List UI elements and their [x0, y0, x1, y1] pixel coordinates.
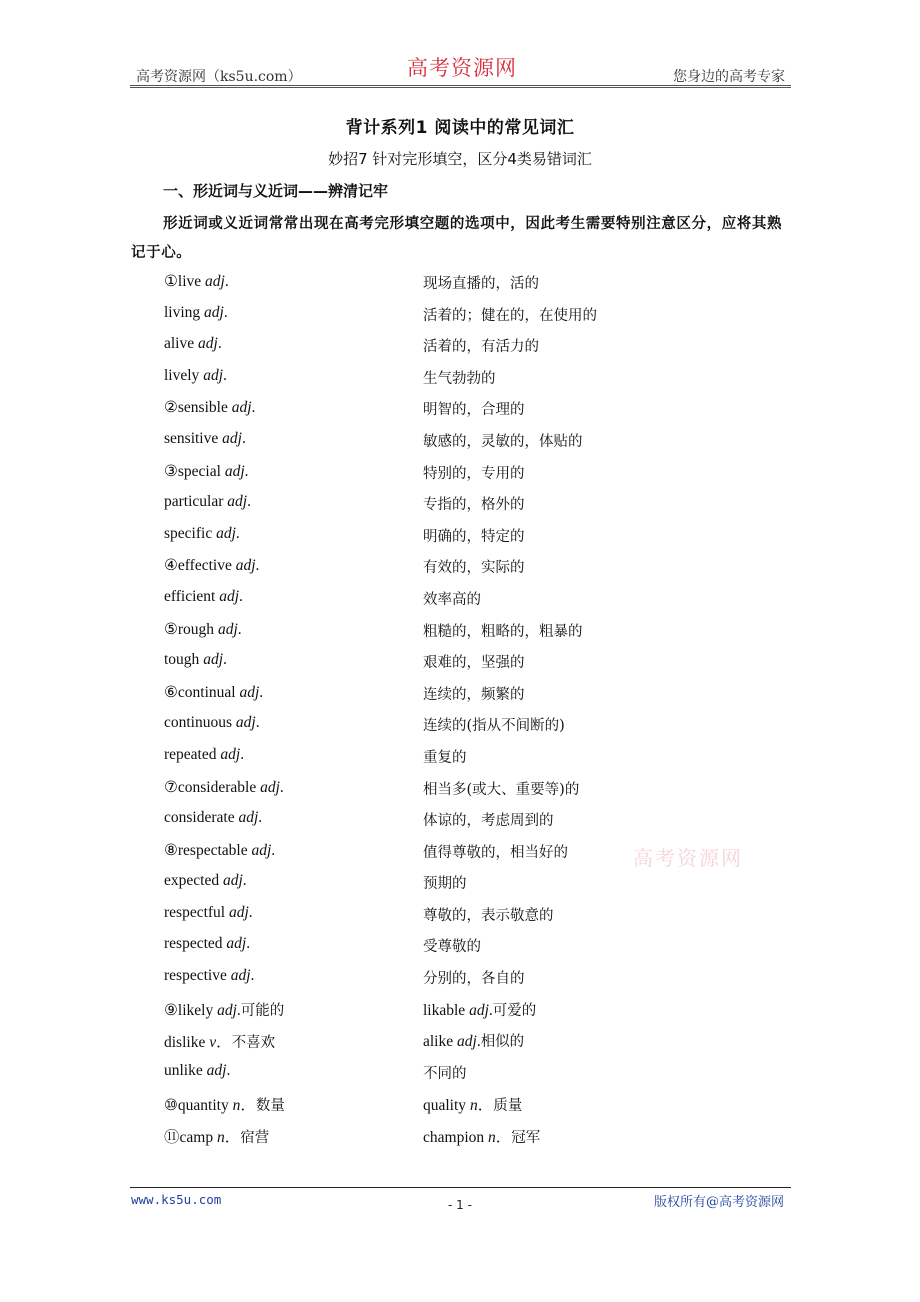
vocab-word: expected — [164, 872, 220, 890]
vocab-row — [164, 1093, 784, 1125]
vocab-left-cell — [164, 809, 262, 827]
chinese-meaning: 质量 — [493, 1098, 523, 1115]
vocab-left-cell — [164, 1093, 285, 1115]
punctuation: . — [279, 778, 284, 796]
footer-copyright-link[interactable]: 版权所有@高考资源网 — [653, 1195, 784, 1210]
part-of-speech: adj — [220, 745, 241, 763]
vocab-left-cell — [164, 462, 249, 481]
vocab-word: ⑥continual — [164, 683, 236, 701]
vocab-word: ②sensible — [164, 399, 228, 417]
punctuation: ． — [224, 1129, 241, 1147]
part-of-speech: adj — [228, 903, 249, 921]
vocab-word: champion — [423, 1129, 485, 1147]
page-header — [130, 58, 791, 88]
vocab-word: lively — [164, 366, 200, 384]
part-of-speech: adj — [239, 683, 260, 701]
punctuation: . — [223, 303, 228, 321]
punctuation: ． — [495, 1129, 512, 1147]
punctuation: ． — [216, 1034, 232, 1052]
punctuation: . — [241, 429, 246, 447]
chinese-meaning: 可爱的 — [492, 1002, 537, 1019]
part-of-speech: adj — [198, 335, 218, 353]
vocab-word: ⑩quantity — [164, 1097, 229, 1115]
vocab-left-cell — [164, 778, 284, 797]
punctuation: . — [250, 967, 255, 985]
vocab-row — [164, 651, 784, 683]
footer-divider — [130, 1187, 791, 1188]
vocab-right-cell — [423, 272, 539, 293]
vocabulary-list — [164, 272, 784, 1161]
part-of-speech: adj — [231, 399, 252, 417]
chinese-meaning: 专指的，格外的 — [423, 497, 525, 514]
punctuation: . — [224, 273, 229, 290]
vocab-word: tough — [164, 651, 200, 669]
punctuation: ． — [240, 1097, 256, 1115]
vocab-row — [164, 335, 784, 367]
part-of-speech: adj — [238, 809, 259, 827]
vocab-row — [164, 746, 784, 778]
vocab-word: ⑪camp — [164, 1129, 214, 1147]
vocab-row — [164, 809, 784, 841]
chinese-meaning: 不喜欢 — [231, 1035, 276, 1052]
vocab-row — [164, 493, 784, 525]
vocab-left-cell — [164, 935, 250, 953]
punctuation: . — [223, 366, 227, 384]
vocab-left-cell — [164, 588, 243, 606]
header-site-name: 高考资源网（ks5u.com） — [136, 69, 302, 85]
vocab-word: continuous — [164, 714, 233, 732]
vocab-right-cell — [423, 841, 568, 862]
punctuation: ． — [477, 1097, 494, 1115]
chinese-meaning: 受尊敬的 — [423, 939, 481, 956]
vocab-left-cell — [164, 304, 228, 322]
vocab-word: ⑨likely — [164, 1001, 214, 1019]
vocab-left-cell — [164, 1125, 269, 1147]
vocab-left-cell — [164, 999, 284, 1020]
vocab-row — [164, 620, 784, 652]
chinese-meaning: 连续的，频繁的 — [423, 686, 525, 703]
vocab-row — [164, 683, 784, 715]
chinese-meaning: 有效的，实际的 — [423, 560, 525, 577]
vocab-word: likable — [423, 1001, 466, 1019]
vocab-right-cell — [423, 430, 583, 451]
vocab-left-cell — [164, 525, 240, 543]
vocab-row — [164, 430, 784, 462]
vocab-right-cell — [423, 967, 525, 988]
part-of-speech: adj — [251, 841, 272, 859]
vocab-right-cell — [423, 1030, 524, 1051]
part-of-speech: adj — [219, 587, 240, 605]
watermark: 高考资源网 — [633, 846, 743, 870]
part-of-speech: n — [232, 1097, 241, 1115]
chinese-meaning: 明智的，合理的 — [423, 402, 525, 419]
chinese-meaning: 相当多(或大、重要等)的 — [423, 781, 580, 798]
punctuation: . — [223, 651, 227, 669]
part-of-speech: adj — [226, 935, 247, 953]
punctuation: . — [476, 1033, 481, 1051]
vocab-right-cell — [423, 462, 525, 483]
chinese-meaning: 相似的 — [480, 1034, 525, 1051]
vocab-word: ⑧respectable — [164, 841, 248, 859]
header-slogan: 您身边的高考专家 — [673, 69, 785, 85]
vocab-word: particular — [164, 493, 224, 511]
part-of-speech: adj — [222, 429, 242, 447]
vocab-right-cell — [423, 398, 525, 419]
vocab-word: respected — [164, 935, 223, 953]
vocab-right-cell — [423, 588, 481, 609]
chinese-meaning: 现场直播的，活的 — [423, 276, 539, 292]
vocab-right-cell — [423, 872, 467, 893]
punctuation: . — [247, 493, 251, 511]
chinese-meaning: 效率高的 — [423, 591, 481, 608]
part-of-speech: adj — [235, 714, 256, 732]
vocab-right-cell — [423, 651, 525, 672]
vocab-row — [164, 367, 784, 399]
vocab-right-cell — [423, 809, 554, 830]
vocab-right-cell — [423, 367, 496, 388]
punctuation: . — [255, 714, 260, 732]
part-of-speech: adj — [217, 620, 238, 638]
chinese-meaning: 敏感的，灵敏的，体贴的 — [423, 433, 583, 450]
part-of-speech: n — [469, 1097, 478, 1115]
vocab-row — [164, 398, 784, 430]
header-divider — [130, 85, 791, 88]
section-heading: 一、形近词与义近词——辨清记牢 — [163, 182, 389, 200]
part-of-speech: adj — [457, 1033, 477, 1051]
vocab-right-cell — [423, 683, 525, 704]
punctuation: . — [242, 872, 247, 890]
vocab-row — [164, 1125, 784, 1161]
vocab-right-cell — [423, 935, 481, 956]
vocab-row — [164, 525, 784, 557]
chinese-meaning: 分别的，各自的 — [423, 971, 525, 988]
vocab-word: living — [164, 303, 201, 321]
part-of-speech: v — [209, 1034, 217, 1052]
vocab-right-cell — [423, 1062, 467, 1083]
punctuation: . — [251, 399, 256, 417]
part-of-speech: adj — [206, 1061, 227, 1079]
punctuation: . — [258, 809, 263, 827]
vocab-left-cell — [164, 904, 253, 922]
vocab-left-cell — [164, 272, 229, 291]
chinese-meaning: 艰难的，坚强的 — [423, 655, 525, 672]
vocab-left-cell — [164, 1062, 230, 1080]
chinese-meaning: 宿营 — [240, 1130, 270, 1147]
chinese-meaning: 活着的，有活力的 — [423, 339, 539, 356]
vocab-right-cell — [423, 304, 597, 325]
punctuation: . — [239, 587, 243, 605]
vocab-right-cell — [423, 999, 536, 1020]
vocab-left-cell — [164, 967, 254, 985]
vocab-right-cell — [423, 556, 525, 577]
vocab-right-cell — [423, 904, 554, 925]
part-of-speech: adj — [204, 303, 224, 321]
vocab-word: dislike — [164, 1034, 206, 1052]
punctuation: . — [246, 935, 251, 953]
punctuation: . — [235, 524, 240, 542]
vocab-row — [164, 999, 784, 1031]
part-of-speech: adj — [227, 493, 248, 511]
vocab-right-cell — [423, 778, 579, 799]
part-of-speech: adj — [205, 273, 225, 290]
vocab-right-cell — [423, 620, 583, 641]
part-of-speech: adj — [224, 462, 245, 480]
punctuation: . — [226, 1061, 231, 1079]
chinese-meaning: 不同的 — [423, 1065, 467, 1082]
vocab-word: respective — [164, 967, 227, 985]
vocab-left-cell — [164, 493, 251, 511]
chinese-meaning: 明确的，特定的 — [423, 528, 525, 545]
punctuation: . — [237, 620, 242, 638]
part-of-speech: n — [488, 1129, 496, 1147]
part-of-speech: adj — [235, 557, 256, 575]
vocab-row — [164, 778, 784, 810]
part-of-speech: adj — [216, 524, 236, 542]
vocab-row — [164, 714, 784, 746]
vocab-left-cell — [164, 746, 244, 764]
vocab-word: ⑤rough — [164, 620, 215, 638]
vocab-row — [164, 556, 784, 588]
vocab-word: alive — [164, 335, 195, 353]
vocab-right-cell — [423, 1125, 540, 1147]
vocab-left-cell — [164, 651, 227, 669]
vocab-row — [164, 304, 784, 336]
vocab-word: alike — [423, 1033, 454, 1051]
punctuation: . — [488, 1001, 493, 1019]
vocab-word: respectful — [164, 903, 226, 921]
vocab-row — [164, 1062, 784, 1094]
vocab-left-cell — [164, 841, 275, 860]
vocab-row — [164, 967, 784, 999]
chinese-meaning: 粗糙的，粗略的，粗暴的 — [423, 623, 583, 640]
vocab-left-cell — [164, 714, 260, 732]
vocab-right-cell — [423, 335, 539, 356]
vocab-left-cell — [164, 430, 246, 448]
chinese-meaning: 特别的，专用的 — [423, 465, 525, 482]
chinese-meaning: 值得尊敬的，相当好的 — [423, 844, 568, 861]
intro-paragraph: 形近词或义近词常常出现在高考完形填空题的选项中，因此考生需要特别注意区分，应将其熟记于心。 — [131, 215, 783, 261]
vocab-left-cell — [164, 1030, 275, 1052]
punctuation: . — [236, 1001, 241, 1019]
vocab-word: ⑦considerable — [164, 778, 257, 796]
vocab-left-cell — [164, 620, 242, 639]
chinese-meaning: 预期的 — [423, 876, 467, 893]
vocab-left-cell — [164, 335, 222, 353]
vocab-left-cell — [164, 367, 227, 385]
vocab-row — [164, 935, 784, 967]
chinese-meaning: 冠军 — [511, 1130, 541, 1147]
chinese-meaning: 活着的；健在的，在使用的 — [423, 307, 597, 324]
vocab-row — [164, 272, 784, 304]
footer-website-link[interactable]: www.ks5u.com — [131, 1192, 222, 1207]
vocab-right-cell — [423, 493, 525, 514]
vocab-left-cell — [164, 872, 247, 890]
document-subtitle: 妙招7 针对完形填空，区分4类易错词汇 — [328, 150, 592, 168]
vocab-word: quality — [423, 1097, 467, 1115]
vocab-right-cell — [423, 1093, 522, 1115]
punctuation: . — [217, 335, 222, 353]
part-of-speech: adj — [469, 1001, 489, 1019]
chinese-meaning: 体谅的，考虑周到的 — [423, 813, 554, 830]
vocab-word: ③special — [164, 462, 221, 480]
vocab-left-cell — [164, 556, 259, 575]
vocab-word: efficient — [164, 587, 216, 605]
chinese-meaning: 重复的 — [423, 749, 467, 766]
part-of-speech: adj — [203, 366, 223, 384]
part-of-speech: n — [216, 1129, 225, 1147]
punctuation: . — [244, 462, 249, 480]
vocab-word: ①live — [164, 273, 202, 290]
vocab-row — [164, 588, 784, 620]
vocab-right-cell — [423, 746, 467, 767]
vocab-right-cell — [423, 714, 565, 735]
document-title: 背计系列1 阅读中的常见词汇 — [345, 118, 575, 138]
punctuation: . — [248, 903, 253, 921]
vocab-left-cell — [164, 683, 263, 702]
chinese-meaning: 可能的 — [240, 1002, 285, 1019]
chinese-meaning: 数量 — [255, 1098, 285, 1115]
punctuation: . — [259, 683, 264, 701]
part-of-speech: adj — [260, 778, 280, 796]
vocab-row — [164, 904, 784, 936]
vocab-word: considerate — [164, 809, 235, 827]
chinese-meaning: 尊敬的，表示敬意的 — [423, 907, 554, 924]
vocab-row — [164, 872, 784, 904]
part-of-speech: adj — [230, 967, 251, 985]
part-of-speech: adj — [203, 651, 223, 669]
punctuation: . — [271, 841, 276, 859]
header-logo: 高考资源网 — [407, 56, 517, 80]
vocab-word: repeated — [164, 745, 217, 763]
vocab-word: unlike — [164, 1061, 203, 1079]
part-of-speech: adj — [222, 872, 243, 890]
chinese-meaning: 连续的(指从不间断的) — [423, 718, 565, 735]
vocab-word: specific — [164, 524, 213, 542]
punctuation: . — [255, 557, 260, 575]
punctuation: . — [240, 745, 245, 763]
vocab-word: ④effective — [164, 557, 232, 575]
vocab-row — [164, 1030, 784, 1062]
vocab-word: sensitive — [164, 429, 219, 447]
vocab-right-cell — [423, 525, 525, 546]
part-of-speech: adj — [217, 1001, 237, 1019]
page-number: - 1 - — [448, 1198, 472, 1212]
chinese-meaning: 生气勃勃的 — [423, 370, 496, 387]
vocab-left-cell — [164, 398, 255, 417]
vocab-row — [164, 462, 784, 494]
